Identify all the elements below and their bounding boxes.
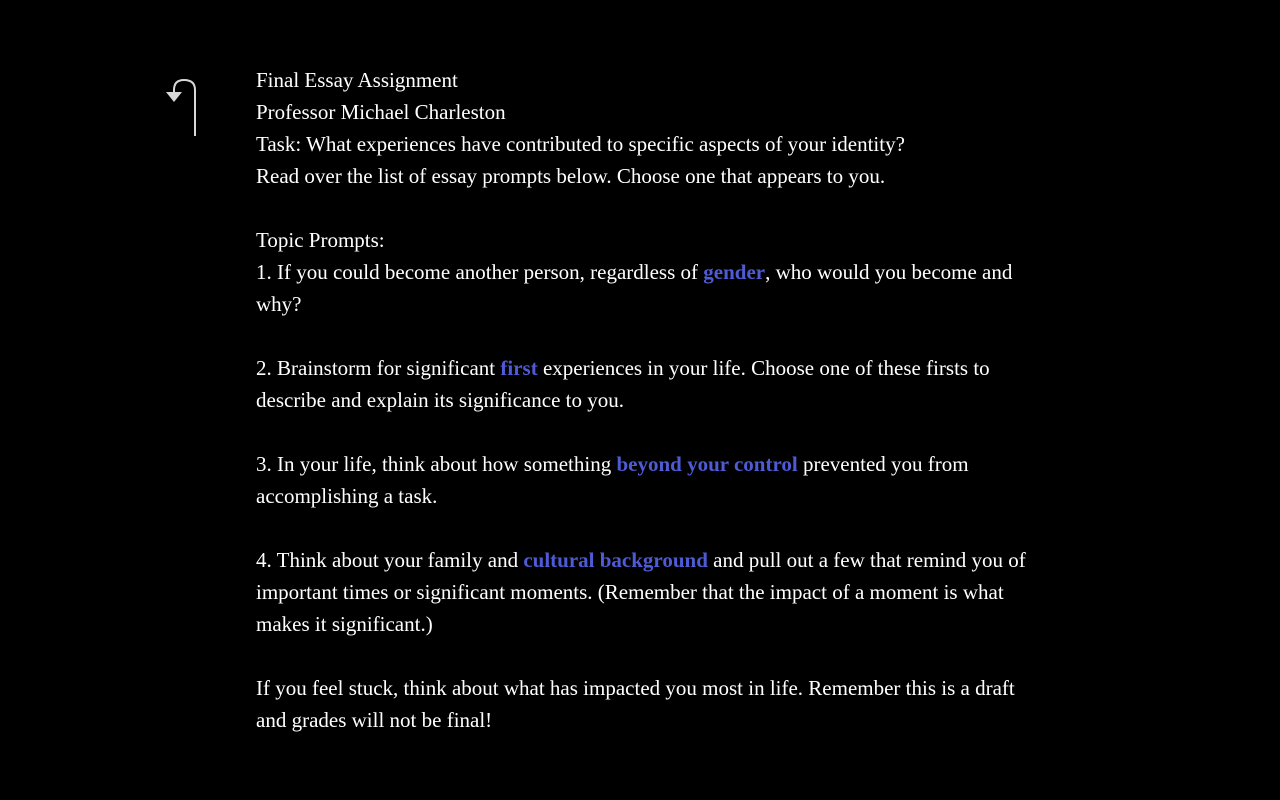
prompt-item-2 — [256, 352, 1036, 416]
essay-assignment-document — [256, 64, 1036, 736]
prompt-text: 4. Think about your family and — [256, 548, 524, 572]
professor-name: Professor Michael Charleston — [256, 100, 506, 124]
highlight-link-first[interactable]: first — [500, 356, 538, 380]
prompt-text: 2. Brainstorm for significant — [256, 356, 501, 380]
prompt-text: experiences in your life. Choose one of these firsts to describe and explain its significance to you. — [256, 356, 990, 412]
highlight-link-cultural-background[interactable]: cultural background — [523, 548, 708, 572]
prompt-text: prevented you from accomplishing a task. — [256, 452, 969, 508]
assignment-title: Final Essay Assignment — [256, 68, 458, 92]
back-arrow-button[interactable] — [160, 76, 200, 140]
prompt-text: 1. If you could become another person, regardless of — [256, 260, 704, 284]
prompt-text: 3. In your life, think about how something — [256, 452, 617, 476]
highlight-link-beyond-your-control[interactable]: beyond your control — [616, 452, 798, 476]
task-statement: Task: What experiences have contributed to specific aspects of your identity? — [256, 132, 905, 156]
prompt-item-3 — [256, 448, 1036, 512]
prompt-text: and pull out a few that remind you of important times or significant moments. (Remember that the impact of a moment is what makes it significant.) — [256, 548, 1026, 636]
prompt-item-4 — [256, 544, 1036, 640]
prompt-text: , who would you become and why? — [256, 260, 1013, 316]
prompts-heading: Topic Prompts: — [256, 228, 385, 252]
footer-note: If you feel stuck, think about what has impacted you most in life. Remember this is a draft and grades will not be final! — [256, 676, 1015, 732]
prompt-item-1 — [256, 256, 1036, 320]
highlight-link-gender[interactable]: gender — [703, 260, 766, 284]
instructions-text: Read over the list of essay prompts below. Choose one that appears to you. — [256, 164, 886, 188]
return-arrow-icon — [160, 76, 200, 140]
